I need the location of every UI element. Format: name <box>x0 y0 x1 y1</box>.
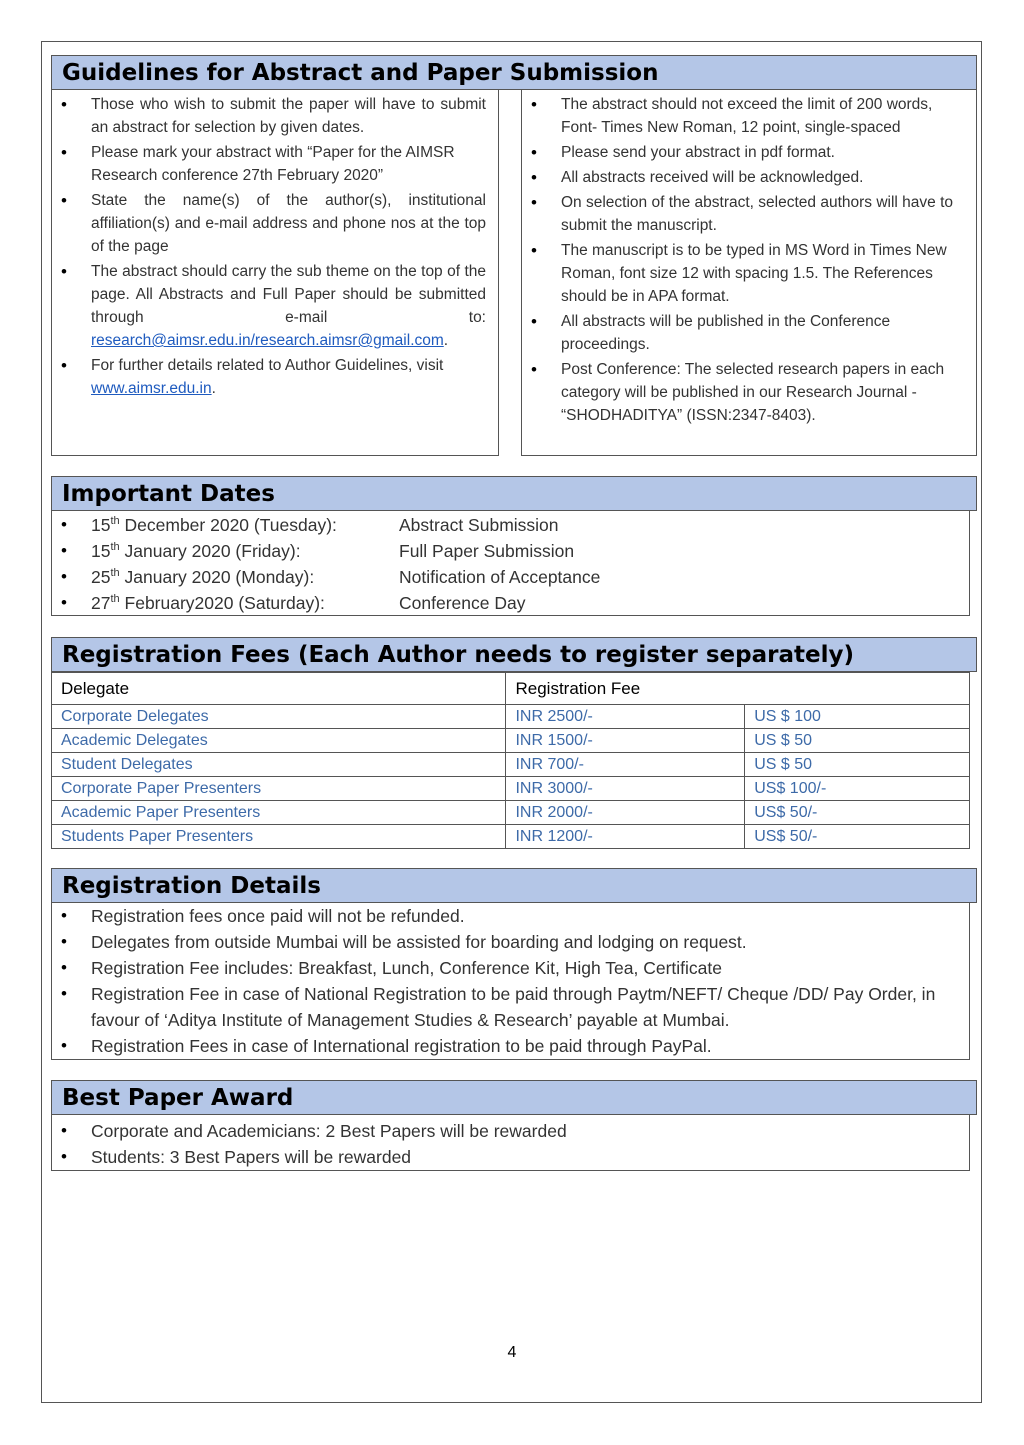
date-text <box>91 538 399 564</box>
date-rest: February2020 (Saturday): <box>119 593 325 613</box>
details-item-1: • Registration fees once paid will not be refunded. <box>52 903 961 929</box>
table-row <box>52 705 970 729</box>
fees-heading: Registration Fees (Each Author needs to register separately) <box>51 637 977 672</box>
delegate-cell: Corporate Paper Presenters <box>52 777 506 801</box>
award-heading: Best Paper Award <box>51 1080 977 1115</box>
dates-heading: Important Dates <box>51 476 977 511</box>
date-day: 27 <box>91 593 111 613</box>
table-row <box>52 801 970 825</box>
award-box <box>51 1115 970 1171</box>
guideline-left-5 <box>52 354 486 400</box>
date-sup: th <box>110 541 120 554</box>
guidelines-right-box <box>521 90 977 456</box>
guideline-left-1: • Those who wish to submit the paper will have to submit an abstract for selection by given dates. <box>52 93 486 139</box>
guideline-left-4 <box>52 260 486 352</box>
guidelines-heading: Guidelines for Abstract and Paper Submission <box>51 55 977 90</box>
date-rest: December 2020 (Tuesday): <box>119 515 337 535</box>
date-item-3 <box>52 564 969 590</box>
date-event: Full Paper Submission <box>399 541 575 561</box>
page-number: 4 <box>507 1344 517 1361</box>
dates-box <box>51 511 970 616</box>
date-rest: January 2020 (Friday): <box>119 541 301 561</box>
inr-cell: INR 1500/- <box>506 729 745 753</box>
date-event: Conference Day <box>399 593 526 613</box>
date-item-2 <box>52 538 969 564</box>
details-item-5: • Registration Fees in case of International registration to be paid through PayPal. <box>52 1033 961 1059</box>
guideline-left-3: • State the name(s) of the author(s), institutional affiliation(s) and e-mail address and phone nos at the top of the page <box>52 189 486 258</box>
inr-cell: INR 2000/- <box>506 801 745 825</box>
details-heading: Registration Details <box>51 868 977 903</box>
date-item-1 <box>52 512 969 538</box>
table-row <box>52 825 970 849</box>
guideline-left-5-text: For further details related to Author Guidelines, visit <box>91 357 444 374</box>
usd-cell: US$ 100/- <box>745 777 970 801</box>
delegate-cell: Academic Delegates <box>52 729 506 753</box>
guideline-left-2: • Please mark your abstract with “Paper for the AIMSR Research conference 27th February 2020” <box>52 141 486 187</box>
date-day: 15 <box>91 515 111 535</box>
delegate-cell: Academic Paper Presenters <box>52 801 506 825</box>
table-row <box>52 729 970 753</box>
inr-cell: INR 3000/- <box>506 777 745 801</box>
delegate-cell: Corporate Delegates <box>52 705 506 729</box>
inr-cell: INR 1200/- <box>506 825 745 849</box>
date-sup: th <box>110 515 120 528</box>
date-text <box>91 564 399 590</box>
details-item-2: • Delegates from outside Mumbai will be assisted for boarding and lodging on request. <box>52 929 961 955</box>
delegate-cell: Student Delegates <box>52 753 506 777</box>
table-row <box>52 777 970 801</box>
guideline-right-2: • Please send your abstract in pdf format. <box>522 141 966 164</box>
usd-cell: US$ 50/- <box>745 825 970 849</box>
website-link[interactable]: www.aimsr.edu.in <box>91 380 212 397</box>
date-day: 25 <box>91 567 111 587</box>
usd-cell: US $ 100 <box>745 705 970 729</box>
date-event: Abstract Submission <box>399 515 559 535</box>
date-sup: th <box>110 567 120 580</box>
period: . <box>443 332 449 349</box>
guideline-right-7: • Post Conference: The selected research papers in each category will be published in our Research Journal - “SHODHADITYA” (ISSN:2347-8403). <box>522 358 966 427</box>
guideline-right-4: • On selection of the abstract, selected authors will have to submit the manuscript. <box>522 191 966 237</box>
details-item-4: • Registration Fee in case of National Registration to be paid through Paytm/NEFT/ Cheque /DD/ Pay Order, in favour of ‘Aditya Institute of Management Studies & Research’ payable at Mumbai. <box>52 981 961 1033</box>
col-fee: Registration Fee <box>506 673 970 705</box>
award-item-2: • Students: 3 Best Papers will be rewarded <box>52 1144 969 1170</box>
fees-table <box>51 672 970 849</box>
date-sup: th <box>110 593 120 606</box>
guideline-right-5: • The manuscript is to be typed in MS Word in Times New Roman, font size 12 with spacing 1.5. The References should be in APA format. <box>522 239 966 308</box>
award-item-1: • Corporate and Academicians: 2 Best Papers will be rewarded <box>52 1118 969 1144</box>
date-item-4 <box>52 590 969 616</box>
guideline-left-4-text: The abstract should carry the sub theme on the top of the page. All Abstracts and Full Paper should be submitted through e-mail to: <box>91 263 486 326</box>
guideline-right-1: • The abstract should not exceed the limit of 200 words, Font- Times New Roman, 12 point, single-spaced <box>522 93 966 139</box>
usd-cell: US $ 50 <box>745 753 970 777</box>
usd-cell: US $ 50 <box>745 729 970 753</box>
date-event: Notification of Acceptance <box>399 567 601 587</box>
table-row <box>52 753 970 777</box>
usd-cell: US$ 50/- <box>745 801 970 825</box>
submission-email-link[interactable]: research@aimsr.edu.in/research.aimsr@gmail.com <box>91 332 444 349</box>
details-box <box>51 903 970 1060</box>
date-text <box>91 590 399 616</box>
guideline-right-3: • All abstracts received will be acknowledged. <box>522 166 966 189</box>
col-delegate: Delegate <box>52 673 506 705</box>
period: . <box>211 380 216 397</box>
inr-cell: INR 2500/- <box>506 705 745 729</box>
date-rest: January 2020 (Monday): <box>119 567 315 587</box>
guidelines-left-box <box>51 90 499 456</box>
date-text <box>91 512 399 538</box>
details-item-3: • Registration Fee includes: Breakfast, Lunch, Conference Kit, High Tea, Certificate <box>52 955 961 981</box>
fees-table-header <box>52 673 970 705</box>
inr-cell: INR 700/- <box>506 753 745 777</box>
date-day: 15 <box>91 541 111 561</box>
delegate-cell: Students Paper Presenters <box>52 825 506 849</box>
guideline-right-6: • All abstracts will be published in the Conference proceedings. <box>522 310 966 356</box>
